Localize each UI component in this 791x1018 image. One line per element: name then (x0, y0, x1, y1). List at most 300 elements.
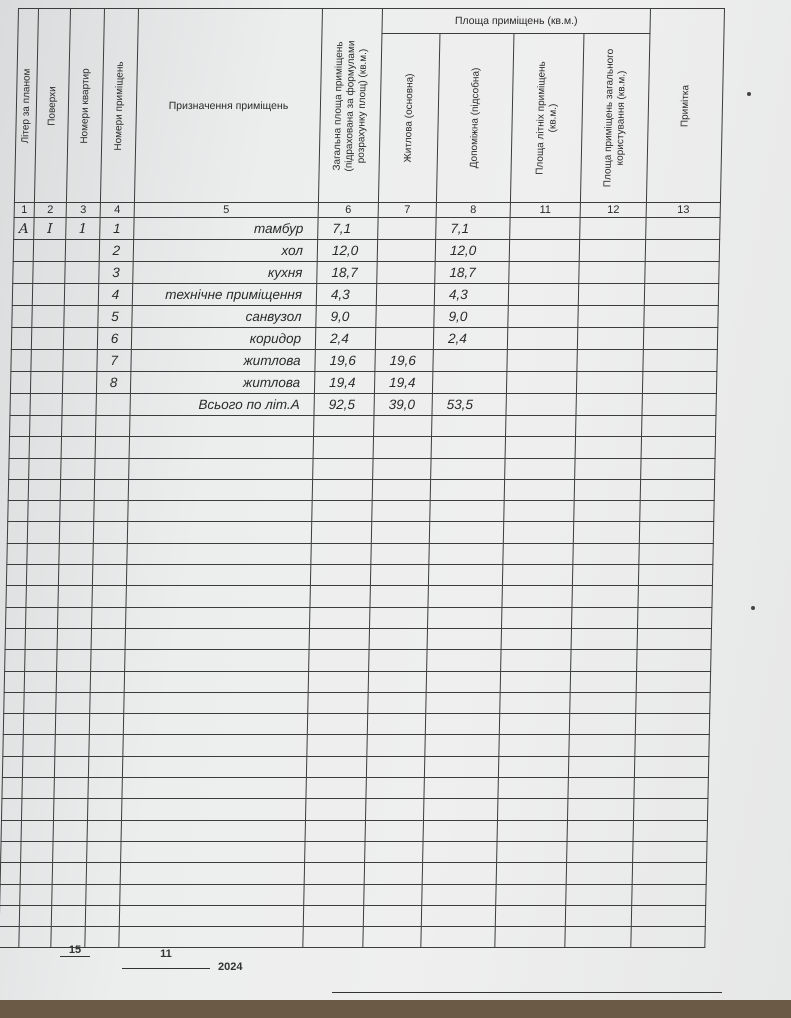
empty-cell (305, 820, 365, 841)
room-area-table (0, 8, 725, 948)
empty-cell (312, 479, 372, 500)
column-number: 11 (510, 203, 580, 218)
empty-cell (308, 671, 368, 692)
cell-note (645, 262, 719, 284)
cell-room-number: 6 (97, 328, 131, 350)
empty-cell (425, 735, 499, 756)
empty-cell (424, 778, 498, 799)
empty-cell (502, 586, 572, 607)
cell-summer-area (509, 262, 579, 284)
column-number: 7 (378, 203, 436, 218)
empty-cell (430, 501, 504, 522)
column-number: 12 (580, 203, 646, 218)
empty-cell (572, 607, 638, 628)
empty-cell (568, 756, 634, 777)
cell-litera (10, 372, 30, 394)
cell-room-number: 1 (100, 218, 134, 240)
room-area-form (0, 8, 724, 968)
empty-cell (503, 522, 573, 543)
cell-room-number: 2 (99, 240, 133, 262)
empty-cell (312, 501, 372, 522)
empty-cell (505, 458, 575, 479)
column-number: 6 (318, 203, 378, 218)
empty-cell (92, 607, 126, 628)
empty-cell (504, 501, 574, 522)
empty-cell (2, 756, 22, 777)
empty-cell (120, 884, 304, 905)
cell-summer-area (510, 218, 580, 240)
empty-cell (634, 756, 708, 777)
table-row (10, 394, 717, 416)
empty-cell (370, 565, 428, 586)
column-number: 1 (14, 203, 34, 218)
column-number: 8 (436, 203, 510, 218)
empty-cell (429, 522, 503, 543)
cell-litera (11, 350, 31, 372)
cell-litera: А (14, 218, 34, 240)
cell-common-area (578, 306, 645, 328)
empty-cell (90, 692, 124, 713)
empty-cell (639, 543, 713, 564)
empty-cell (121, 820, 305, 841)
empty-cell (423, 820, 497, 841)
empty-cell (502, 565, 572, 586)
empty-cell (642, 416, 716, 437)
cell-auxiliary-area: 2,4 (433, 328, 507, 350)
cell-room-number (96, 394, 130, 416)
empty-cell (363, 905, 421, 926)
empty-cell (500, 692, 570, 713)
empty-row (5, 628, 711, 649)
empty-cell (125, 628, 309, 649)
empty-cell (304, 863, 364, 884)
empty-cell (367, 735, 425, 756)
empty-cell (313, 437, 373, 458)
cell-total-area: 12,0 (317, 240, 377, 262)
empty-cell (91, 650, 125, 671)
cell-note (644, 284, 718, 306)
empty-cell (374, 416, 432, 437)
empty-cell (123, 714, 307, 735)
column-number-row (14, 203, 720, 218)
empty-cell (370, 607, 428, 628)
empty-cell (8, 479, 28, 500)
empty-row (0, 905, 706, 926)
empty-cell (59, 522, 93, 543)
table-row (12, 306, 719, 328)
empty-cell (21, 841, 53, 862)
empty-cell (574, 501, 640, 522)
empty-cell (371, 522, 429, 543)
empty-cell (369, 628, 427, 649)
cell-summer-area (509, 240, 579, 262)
empty-cell (636, 692, 710, 713)
cell-note (644, 306, 718, 328)
empty-cell (94, 479, 128, 500)
empty-cell (88, 756, 122, 777)
table-row (10, 372, 717, 394)
cell-summer-area (506, 372, 576, 394)
empty-cell (432, 416, 506, 437)
cell-total-area: 19,6 (315, 350, 375, 372)
header-area-group: Площа приміщень (кв.м.) (382, 9, 651, 34)
cell-note (646, 218, 720, 240)
empty-cell (639, 522, 713, 543)
empty-cell (93, 522, 127, 543)
cell-room-purpose: Всього по літ.А (130, 394, 314, 416)
empty-cell (85, 905, 119, 926)
empty-cell (10, 416, 30, 437)
cell-total-area: 2,4 (315, 328, 375, 350)
empty-cell (93, 543, 127, 564)
empty-cell (373, 458, 431, 479)
empty-cell (128, 501, 312, 522)
empty-cell (96, 416, 130, 437)
empty-cell (29, 437, 61, 458)
empty-cell (86, 884, 120, 905)
empty-row (6, 586, 712, 607)
cell-room-number: 3 (99, 262, 133, 284)
empty-cell (21, 820, 53, 841)
empty-cell (428, 565, 502, 586)
empty-cell (565, 905, 631, 926)
empty-cell (365, 799, 423, 820)
empty-cell (421, 905, 495, 926)
cell-room-purpose: санвузол (132, 306, 316, 328)
cell-summer-area (506, 394, 576, 416)
empty-cell (9, 458, 29, 479)
empty-cell (427, 628, 501, 649)
cell-floor (31, 328, 63, 350)
empty-cell (87, 841, 121, 862)
empty-cell (6, 607, 26, 628)
empty-cell (1, 799, 21, 820)
empty-cell (424, 756, 498, 777)
cell-apartment (65, 240, 99, 262)
header-poverkhy: Поверхи (34, 9, 70, 203)
empty-row (2, 756, 708, 777)
empty-cell (426, 692, 500, 713)
empty-cell (7, 522, 27, 543)
empty-cell (29, 458, 61, 479)
empty-cell (25, 650, 57, 671)
cell-auxiliary-area: 12,0 (435, 240, 509, 262)
empty-cell (428, 607, 502, 628)
empty-cell (305, 799, 365, 820)
empty-cell (500, 671, 570, 692)
cell-auxiliary-area: 53,5 (432, 394, 506, 416)
empty-cell (24, 671, 56, 692)
empty-cell (94, 501, 128, 522)
empty-cell (633, 820, 707, 841)
empty-cell (566, 863, 632, 884)
empty-cell (124, 692, 308, 713)
cell-common-area (576, 372, 643, 394)
empty-cell (127, 522, 311, 543)
empty-cell (505, 437, 575, 458)
empty-cell (9, 437, 29, 458)
punch-hole (751, 606, 755, 610)
empty-cell (640, 479, 714, 500)
table-row (12, 284, 719, 306)
empty-cell (89, 735, 123, 756)
cell-note (643, 350, 717, 372)
cell-room-number: 8 (96, 372, 130, 394)
empty-cell (28, 501, 60, 522)
empty-cell (422, 884, 496, 905)
cell-living-area (376, 284, 434, 306)
empty-row (6, 565, 712, 586)
empty-cell (86, 863, 120, 884)
empty-cell (304, 884, 364, 905)
empty-cell (431, 437, 505, 458)
empty-cell (124, 671, 308, 692)
empty-cell (3, 714, 23, 735)
empty-cell (26, 586, 58, 607)
empty-cell (26, 607, 58, 628)
empty-cell (566, 884, 632, 905)
empty-cell (309, 650, 369, 671)
empty-row (5, 650, 711, 671)
empty-cell (572, 565, 638, 586)
empty-cell (576, 416, 642, 437)
empty-cell (25, 628, 57, 649)
empty-cell (22, 778, 54, 799)
empty-cell (58, 607, 92, 628)
empty-cell (3, 735, 23, 756)
empty-cell (368, 671, 426, 692)
empty-cell (27, 522, 59, 543)
empty-cell (635, 714, 709, 735)
empty-cell (129, 458, 313, 479)
cell-floor: І (34, 218, 66, 240)
empty-cell (95, 437, 129, 458)
empty-cell (429, 543, 503, 564)
empty-cell (127, 543, 311, 564)
column-number: 4 (100, 203, 134, 218)
empty-cell (123, 735, 307, 756)
empty-cell (631, 927, 705, 948)
empty-cell (506, 416, 576, 437)
empty-cell (6, 586, 26, 607)
empty-cell (632, 884, 706, 905)
empty-row (0, 927, 705, 948)
cell-room-purpose: технічне приміщення (132, 284, 316, 306)
empty-cell (499, 735, 569, 756)
empty-row (2, 778, 708, 799)
empty-cell (310, 565, 370, 586)
empty-cell (308, 692, 368, 713)
empty-cell (497, 820, 567, 841)
empty-cell (52, 863, 86, 884)
table-row (14, 218, 721, 240)
empty-cell (126, 565, 310, 586)
table-row (13, 262, 720, 284)
empty-cell (52, 884, 86, 905)
empty-cell (499, 714, 569, 735)
empty-row (8, 501, 714, 522)
cell-room-number: 4 (98, 284, 132, 306)
header-auxiliary-area: Допоміжна (підсобна) (436, 34, 514, 203)
cell-room-purpose: житлова (130, 372, 314, 394)
table-row (11, 328, 718, 350)
empty-cell (91, 628, 125, 649)
empty-cell (8, 501, 28, 522)
cell-total-area: 92,5 (314, 394, 374, 416)
cell-room-number: 7 (97, 350, 131, 372)
cell-living-area (375, 328, 433, 350)
empty-cell (638, 586, 712, 607)
empty-cell (20, 884, 52, 905)
empty-cell (119, 927, 303, 948)
empty-cell (62, 416, 96, 437)
cell-living-area: 19,6 (375, 350, 433, 372)
empty-cell (61, 437, 95, 458)
empty-cell (5, 650, 25, 671)
empty-cell (26, 565, 58, 586)
empty-cell (570, 671, 636, 692)
empty-cell (120, 863, 304, 884)
empty-cell (54, 778, 88, 799)
empty-cell (23, 735, 55, 756)
empty-cell (20, 863, 52, 884)
empty-cell (2, 778, 22, 799)
cell-living-area (377, 240, 435, 262)
empty-row (4, 671, 710, 692)
empty-row (7, 543, 713, 564)
table-row (13, 240, 720, 262)
empty-cell (306, 778, 366, 799)
empty-cell (504, 479, 574, 500)
cell-apartment (65, 262, 99, 284)
empty-cell (373, 437, 431, 458)
cell-note (643, 328, 717, 350)
empty-cell (637, 650, 711, 671)
empty-cell (55, 735, 89, 756)
empty-cell (634, 778, 708, 799)
empty-cell (53, 820, 87, 841)
header-living-area: Житлова (основна) (378, 34, 440, 203)
empty-cell (95, 458, 129, 479)
empty-cell (367, 714, 425, 735)
empty-cell (425, 714, 499, 735)
column-number: 5 (134, 203, 318, 218)
empty-cell (366, 778, 424, 799)
cell-total-area: 9,0 (316, 306, 376, 328)
empty-cell (498, 756, 568, 777)
empty-cell (60, 501, 94, 522)
empty-cell (19, 927, 51, 948)
empty-cell (640, 501, 714, 522)
empty-cell (4, 692, 24, 713)
empty-cell (57, 650, 91, 671)
empty-row (9, 437, 715, 458)
cell-note (645, 240, 719, 262)
empty-cell (498, 778, 568, 799)
signature-line (332, 992, 722, 993)
empty-cell (631, 905, 705, 926)
empty-row (1, 841, 707, 862)
empty-cell (313, 458, 373, 479)
empty-cell (496, 863, 566, 884)
empty-cell (427, 650, 501, 671)
empty-cell (567, 841, 633, 862)
empty-cell (0, 927, 19, 948)
empty-cell (632, 863, 706, 884)
empty-cell (426, 671, 500, 692)
cell-room-purpose: тамбур (134, 218, 318, 240)
empty-cell (638, 607, 712, 628)
empty-cell (423, 799, 497, 820)
empty-cell (121, 841, 305, 862)
empty-cell (58, 565, 92, 586)
empty-cell (314, 416, 374, 437)
empty-cell (126, 607, 310, 628)
cell-total-area: 4,3 (316, 284, 376, 306)
empty-cell (87, 799, 121, 820)
empty-cell (0, 863, 20, 884)
date-day: 15 (60, 944, 90, 957)
cell-common-area (577, 350, 644, 372)
empty-cell (430, 479, 504, 500)
empty-cell (495, 927, 565, 948)
empty-cell (501, 628, 571, 649)
empty-row (9, 458, 715, 479)
cell-litera (13, 240, 33, 262)
cell-total-area: 18,7 (317, 262, 377, 284)
empty-cell (56, 671, 90, 692)
empty-cell (497, 841, 567, 862)
empty-cell (53, 841, 87, 862)
empty-cell (28, 479, 60, 500)
empty-cell (27, 543, 59, 564)
empty-cell (305, 841, 365, 862)
cell-total-area: 7,1 (318, 218, 378, 240)
empty-cell (89, 714, 123, 735)
cell-floor (32, 306, 64, 328)
empty-cell (61, 458, 95, 479)
cell-summer-area (508, 306, 578, 328)
date-year: 2024 (218, 961, 243, 973)
column-number: 2 (34, 203, 66, 218)
header-room-numbers: Номери приміщень (100, 9, 138, 203)
empty-cell (366, 756, 424, 777)
empty-cell (567, 820, 633, 841)
cell-room-number: 5 (98, 306, 132, 328)
empty-row (1, 799, 707, 820)
cell-living-area (378, 218, 436, 240)
cell-room-purpose: хол (133, 240, 317, 262)
empty-cell (128, 479, 312, 500)
empty-cell (303, 905, 363, 926)
empty-cell (635, 735, 709, 756)
empty-cell (371, 543, 429, 564)
empty-cell (369, 650, 427, 671)
cell-apartment (62, 372, 96, 394)
cell-living-area: 19,4 (374, 372, 432, 394)
empty-cell (431, 458, 505, 479)
empty-cell (307, 714, 367, 735)
empty-cell (21, 799, 53, 820)
empty-cell (5, 628, 25, 649)
empty-cell (575, 437, 641, 458)
header-kvartyry: Номери квартир (66, 9, 104, 203)
empty-cell (310, 586, 370, 607)
cell-auxiliary-area: 18,7 (435, 262, 509, 284)
cell-room-purpose: кухня (133, 262, 317, 284)
empty-cell (641, 437, 715, 458)
cell-floor (33, 262, 65, 284)
